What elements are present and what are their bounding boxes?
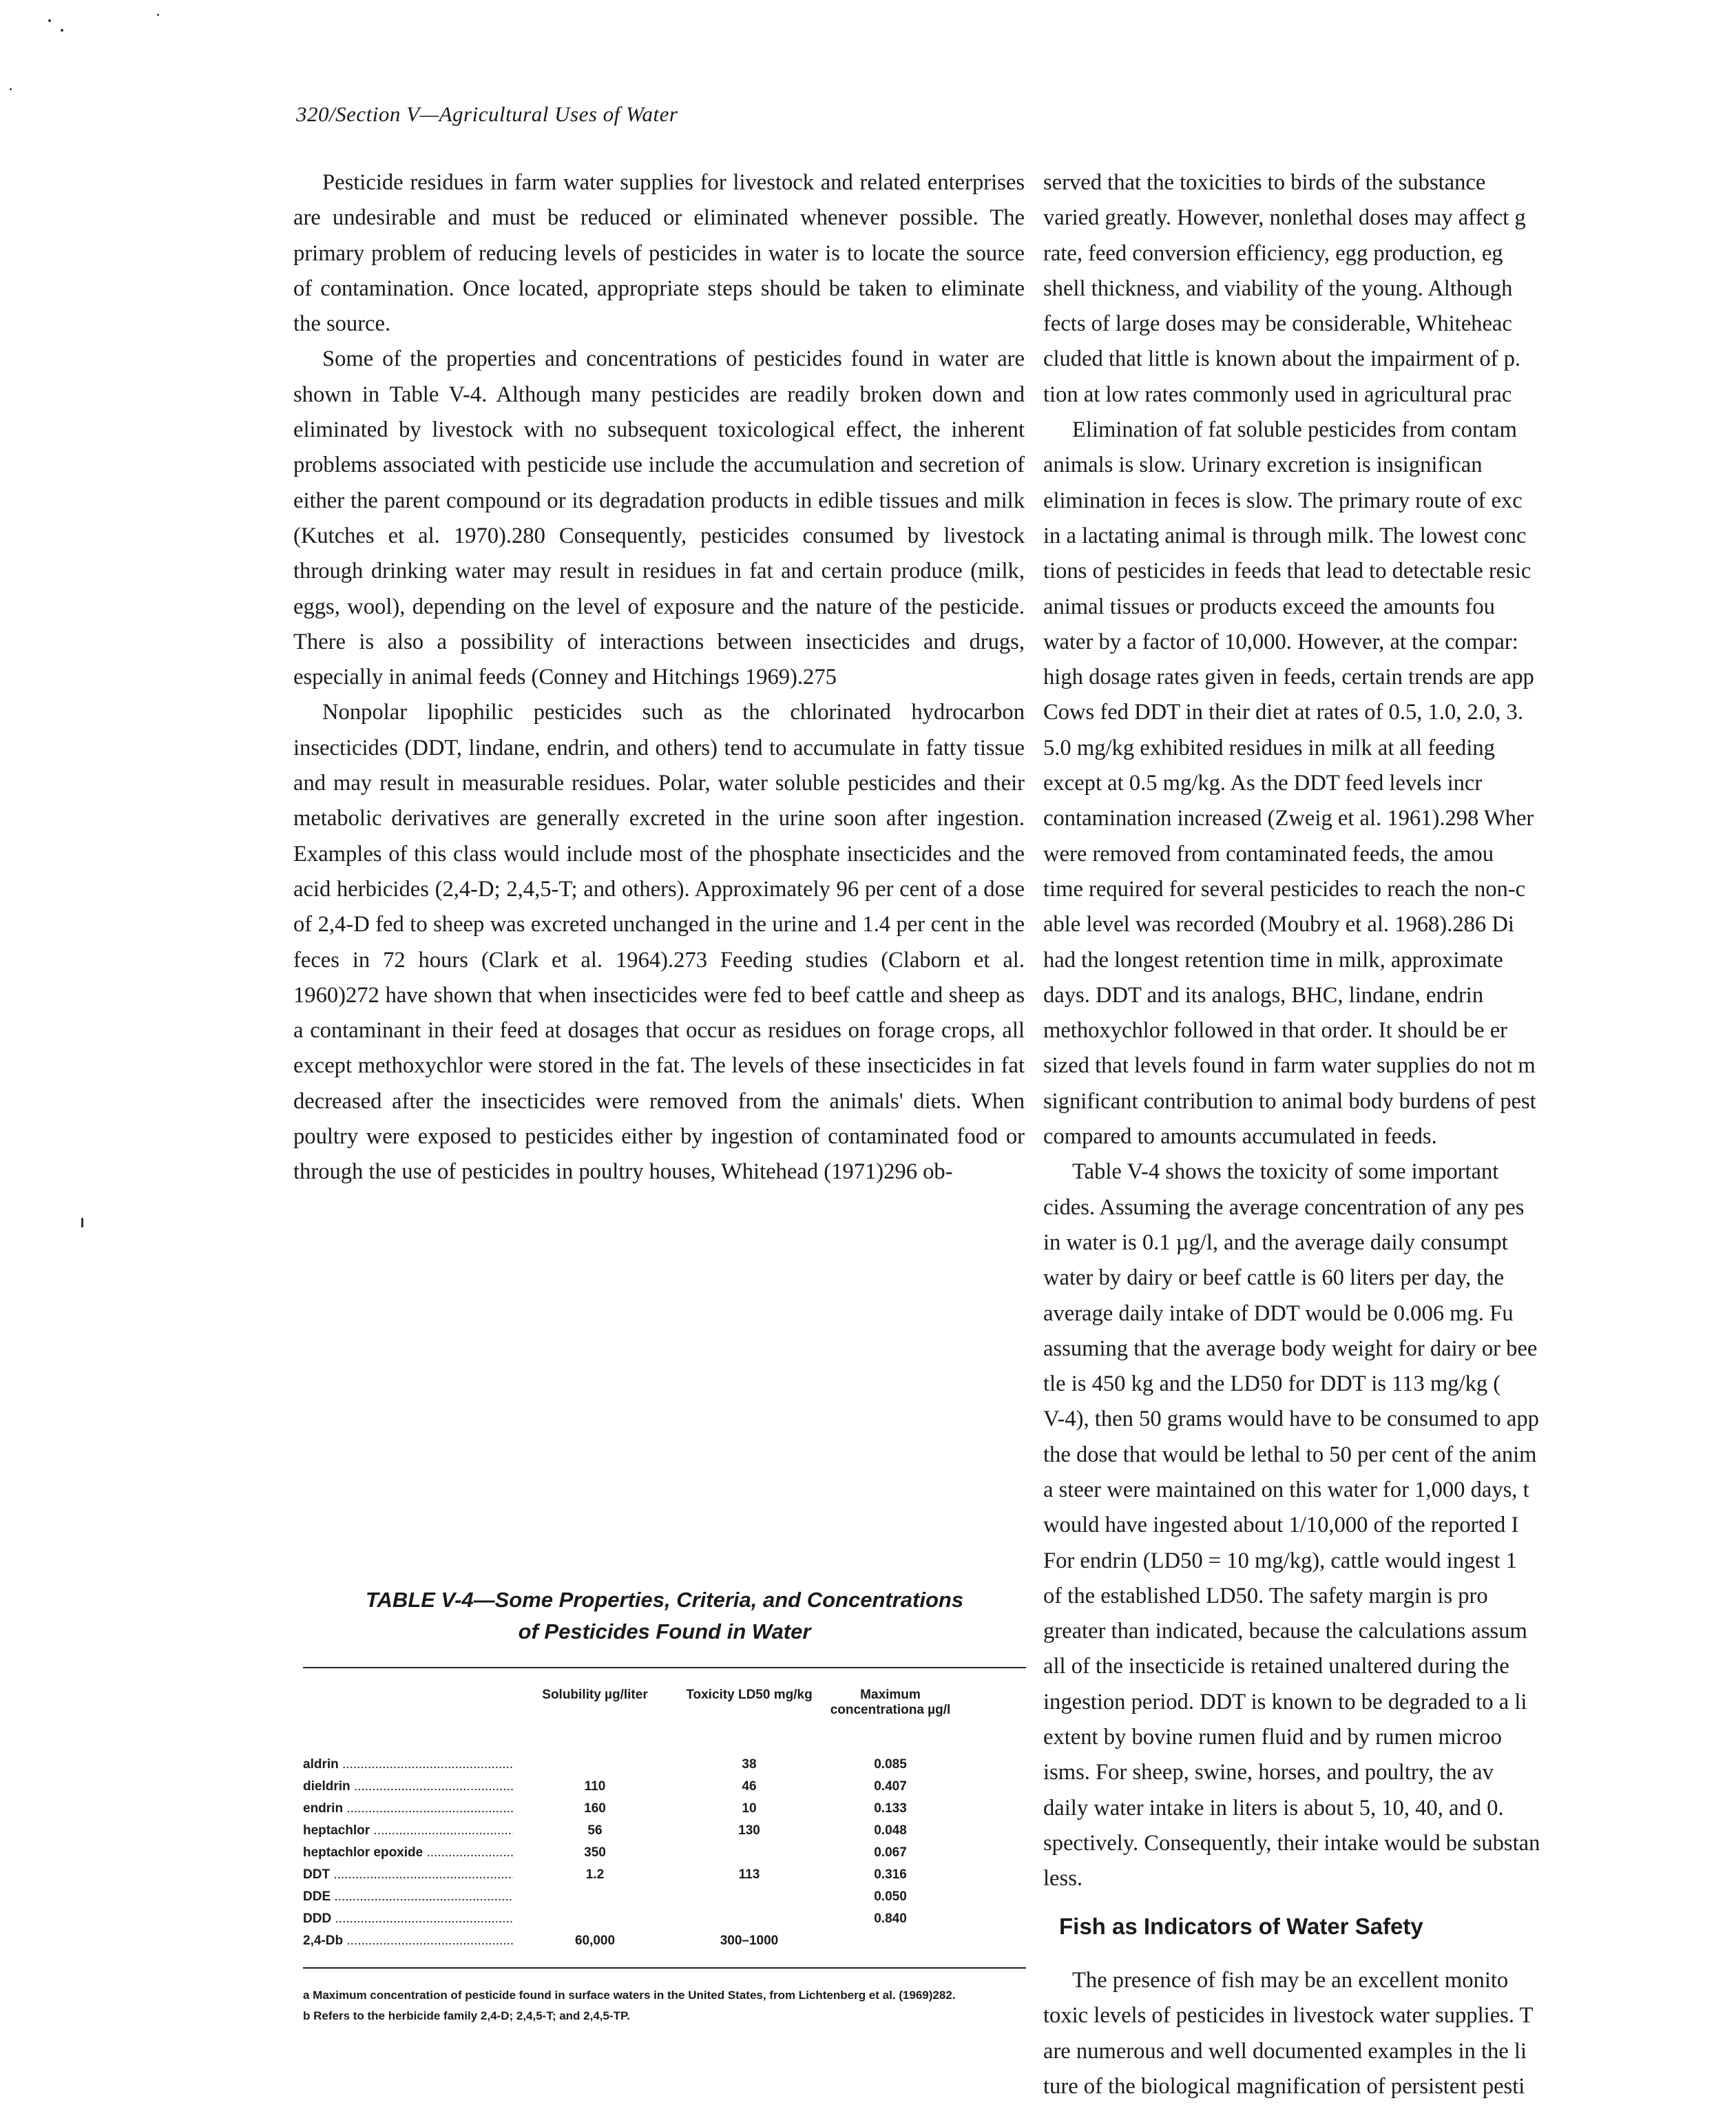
table-cell: 113: [738, 1867, 760, 1882]
table-cell: 0.048: [874, 1823, 907, 1838]
table-cell: 10: [742, 1801, 757, 1816]
table-cell: DDT .....: [303, 1864, 513, 1886]
table-title: [303, 1584, 1026, 1648]
scan-speck: [61, 29, 63, 32]
running-head: 320/Section V—Agricultural Uses of Water: [296, 102, 678, 126]
table-cell: 1.2: [585, 1867, 605, 1882]
body-paragraph: The presence of fish may be an excellent monito toxic levels of pesticides in livestock water supplies. T are numerous and well documented examples in the li ture of the biological magnification of persistent pesti: [1043, 1968, 1534, 2099]
body-paragraph: Pesticide residues in farm water supplies for livestock and related enterprises are undesirable and must be reduced or eliminated whenever possible. The primary problem of reducing levels of pesticides in water is to locate the source of contamination. Once located, appropriate steps should be taken to eliminate the source.: [293, 170, 1025, 337]
table-cell: endrin .....: [303, 1798, 513, 1820]
table-row: [303, 1842, 1026, 1864]
table-row: [303, 1908, 1026, 1930]
table-cell: 0.085: [874, 1757, 907, 1772]
body-paragraph: Elimination of fat soluble pesticides from contam animals is slow. Urinary excretion is insignifican elimination in feces is slow. The primary route of exc in a lactating animal is through milk. The lowest conc tions of pesticides in feeds that lead to detectable resic animal tissues or products exceed the amounts fou water by a factor of 10,000. However, at the compar: high dosage rates given in feeds, certain trends are app Cows fed DDT in their diet at rates of 0.5, 1.0, 2.0, 3. 5.0 mg/kg exhibited residues in milk at all feeding except at 0.5 mg/kg. As the DDT feed levels incr contamination increased (Zweig et al. 1961).298 Wher were removed from contaminated feeds, the amou time required for several pesticides to reach the non-c able level was recorded (Moubry et al. 1968).286 Di had the longest retention time in milk, approximate days. DDT and its analogs, BHC, lindane, endrin methoxychlor followed in that order. It should be er sized that levels found in farm water supplies do not m significant contribution to animal body burdens of pest compared to amounts accumulated in feeds.: [1043, 417, 1536, 1150]
table-cell: 56: [587, 1823, 603, 1838]
table-row: [303, 1930, 1026, 1952]
table-cell: 0.133: [874, 1801, 907, 1816]
table-cell: heptachlor .....: [303, 1820, 513, 1842]
table-row: [303, 1886, 1026, 1908]
table-title-line: of Pesticides Found in Water: [518, 1619, 811, 1643]
table-cell: [677, 1908, 822, 1930]
table-header-cell: [303, 1688, 513, 1754]
table-cell: 110: [584, 1779, 606, 1794]
body-paragraph: Nonpolar lipophilic pesticides such as the chlorinated hydrocarbon insecticides (DDT, lindane, endrin, and others) tend to accumulate in fatty tissue and may result in measurable residues. Polar, water soluble pesticides and their metabolic derivatives are generally excreted in the urine soon after ingestion. Examples of this class would include most of the phosphate insecticides and the acid herbicides (2,4-D; 2,4,5-T; and others). Approximately 96 per cent of a dose of 2,4-D fed to sheep was excreted unchanged in the urine and 1.4 per cent in the feces in 72 hours (Clark et al. 1964).273 Feeding studies (Claborn et al. 1960)272 have shown that when insecticides were fed to beef cattle and sheep as a contaminant in their feed at dosages that occur as residues on forage crops, all except methoxychlor were stored in the fat. The levels of these insecticides in fat decreased after the insecticides were removed from the animals' diets. When poultry were exposed to pesticides either by ingestion of contaminated food or through the use of pesticides in poultry houses, Whitehead (1971)296 ob-: [293, 700, 1025, 1185]
table-cell: 0.407: [874, 1779, 907, 1794]
table-bottom-rule: [303, 1967, 1026, 1969]
table-cell: DDE .....: [303, 1886, 513, 1908]
table-cell: DDD .....: [303, 1908, 513, 1930]
table-cell: [513, 1886, 677, 1908]
scan-speck: [10, 88, 12, 90]
table-row: [303, 1820, 1026, 1842]
table-cell: 46: [742, 1779, 757, 1794]
table-footnote: b Refers to the herbicide family 2,4-D; 2,4,5-T; and 2,4,5-TP.: [303, 2009, 630, 2022]
table-cell: [822, 1930, 959, 1952]
body-paragraph: served that the toxicities to birds of the substance varied greatly. However, nonlethal doses may affect g rate, feed conversion efficiency, egg production, eg shell thickness, and viability of the young. Although fects of large doses may be considerable, Whiteheac cluded that little is known about the impairment of p. tion at low rates commonly used in agricultural prac: [1043, 170, 1526, 407]
table-footnote: a Maximum concentration of pesticide found in surface waters in the United States, from Lichtenberg et al. (1969)282.: [303, 1989, 956, 2002]
table-cell: 0.067: [874, 1845, 907, 1860]
table-title-line: TABLE V-4—Some Properties, Criteria, and Concentrations: [365, 1588, 964, 1612]
left-column: [293, 165, 1025, 1190]
table-cell: [513, 1754, 677, 1776]
table-cell: 300–1000: [720, 1933, 779, 1948]
table-cell: 0.316: [874, 1867, 907, 1882]
table-row: [303, 1864, 1026, 1886]
table-cell: 160: [584, 1801, 606, 1816]
body-paragraph: Table V-4 shows the toxicity of some important cides. Assuming the average concentration of any pes in water is 0.1 µg/l, and the average daily consumpt water by dairy or beef cattle is 60 liters per day, the average daily intake of DDT would be 0.006 mg. Fu assuming that the average body weight for dairy or bee tle is 450 kg and the LD50 for DDT is 113 mg/kg ( V-4), then 50 grams would have to be consumed to app the dose that would be lethal to 50 per cent of the anim a steer were maintained on this water for 1,000 days, t would have ingested about 1/10,000 of the reported I For endrin (LD50 = 10 mg/kg), cattle would ingest 1 of the established LD50. The safety margin is pro greater than indicated, because the calculations assum all of the insecticide is retained unaltered during the ingestion period. DDT is known to be degraded to a li extent by bovine rumen fluid and by rumen microo isms. For sheep, swine, horses, and poultry, the av daily water intake in liters is about 5, 10, 40, and 0. spectively. Consequently, their intake would be substan less.: [1043, 1159, 1540, 1891]
table-row: [303, 1754, 1026, 1776]
right-column-bottom: [1043, 1963, 1736, 2104]
section-heading: Fish as Indicators of Water Safety: [1059, 1914, 1423, 1939]
table-cell: heptachlor epoxide .....: [303, 1842, 513, 1864]
table-row: [303, 1776, 1026, 1798]
table-cell: 350: [584, 1845, 606, 1860]
scan-speck: [157, 14, 159, 16]
table-cell: 60,000: [574, 1933, 616, 1948]
table-cell: [677, 1886, 822, 1908]
table-v4: [303, 1584, 1026, 2026]
table-cell: [677, 1842, 822, 1864]
table-cell: dieldrin .....: [303, 1776, 513, 1798]
right-column: [1043, 165, 1736, 1897]
table-footnotes: [303, 1985, 1026, 2026]
table-header-row: [303, 1668, 1026, 1754]
table-row: [303, 1798, 1026, 1820]
table-cell: aldrin .....: [303, 1754, 513, 1776]
table-header-cell: Maximum concentrationa µg/l: [830, 1688, 951, 1717]
body-paragraph: Some of the properties and concentrations of pesticides found in water are shown in Table V-4. Although many pesticides are readily broken down and eliminated by livestock with no subsequent toxicological effect, the inherent problems associated with pesticide use include the accumulation and secretion of either the parent compound or its degradation products in edible tissues and milk (Kutches et al. 1970).280 Consequently, pesticides consumed by livestock through drinking water may result in residues in fat and certain produce (milk, eggs, wool), depending on the level of exposure and the nature of the pesticide. There is also a possibility of interactions between insecticides and drugs, especially in animal feeds (Conney and Hitchings 1969).275: [293, 346, 1025, 690]
table-cell: 2,4-Db .....: [303, 1930, 513, 1952]
table-cell: 130: [738, 1823, 760, 1838]
table-cell: 0.050: [874, 1889, 907, 1904]
scan-speck: [81, 1218, 83, 1227]
table-cell: [513, 1908, 677, 1930]
scan-speck: [48, 19, 51, 22]
table-header-cell: Toxicity LD50 mg/kg: [686, 1688, 813, 1702]
table-cell: 0.840: [874, 1911, 907, 1926]
table-cell: 38: [742, 1757, 757, 1772]
table-header-cell: Solubility µg/liter: [542, 1688, 648, 1702]
